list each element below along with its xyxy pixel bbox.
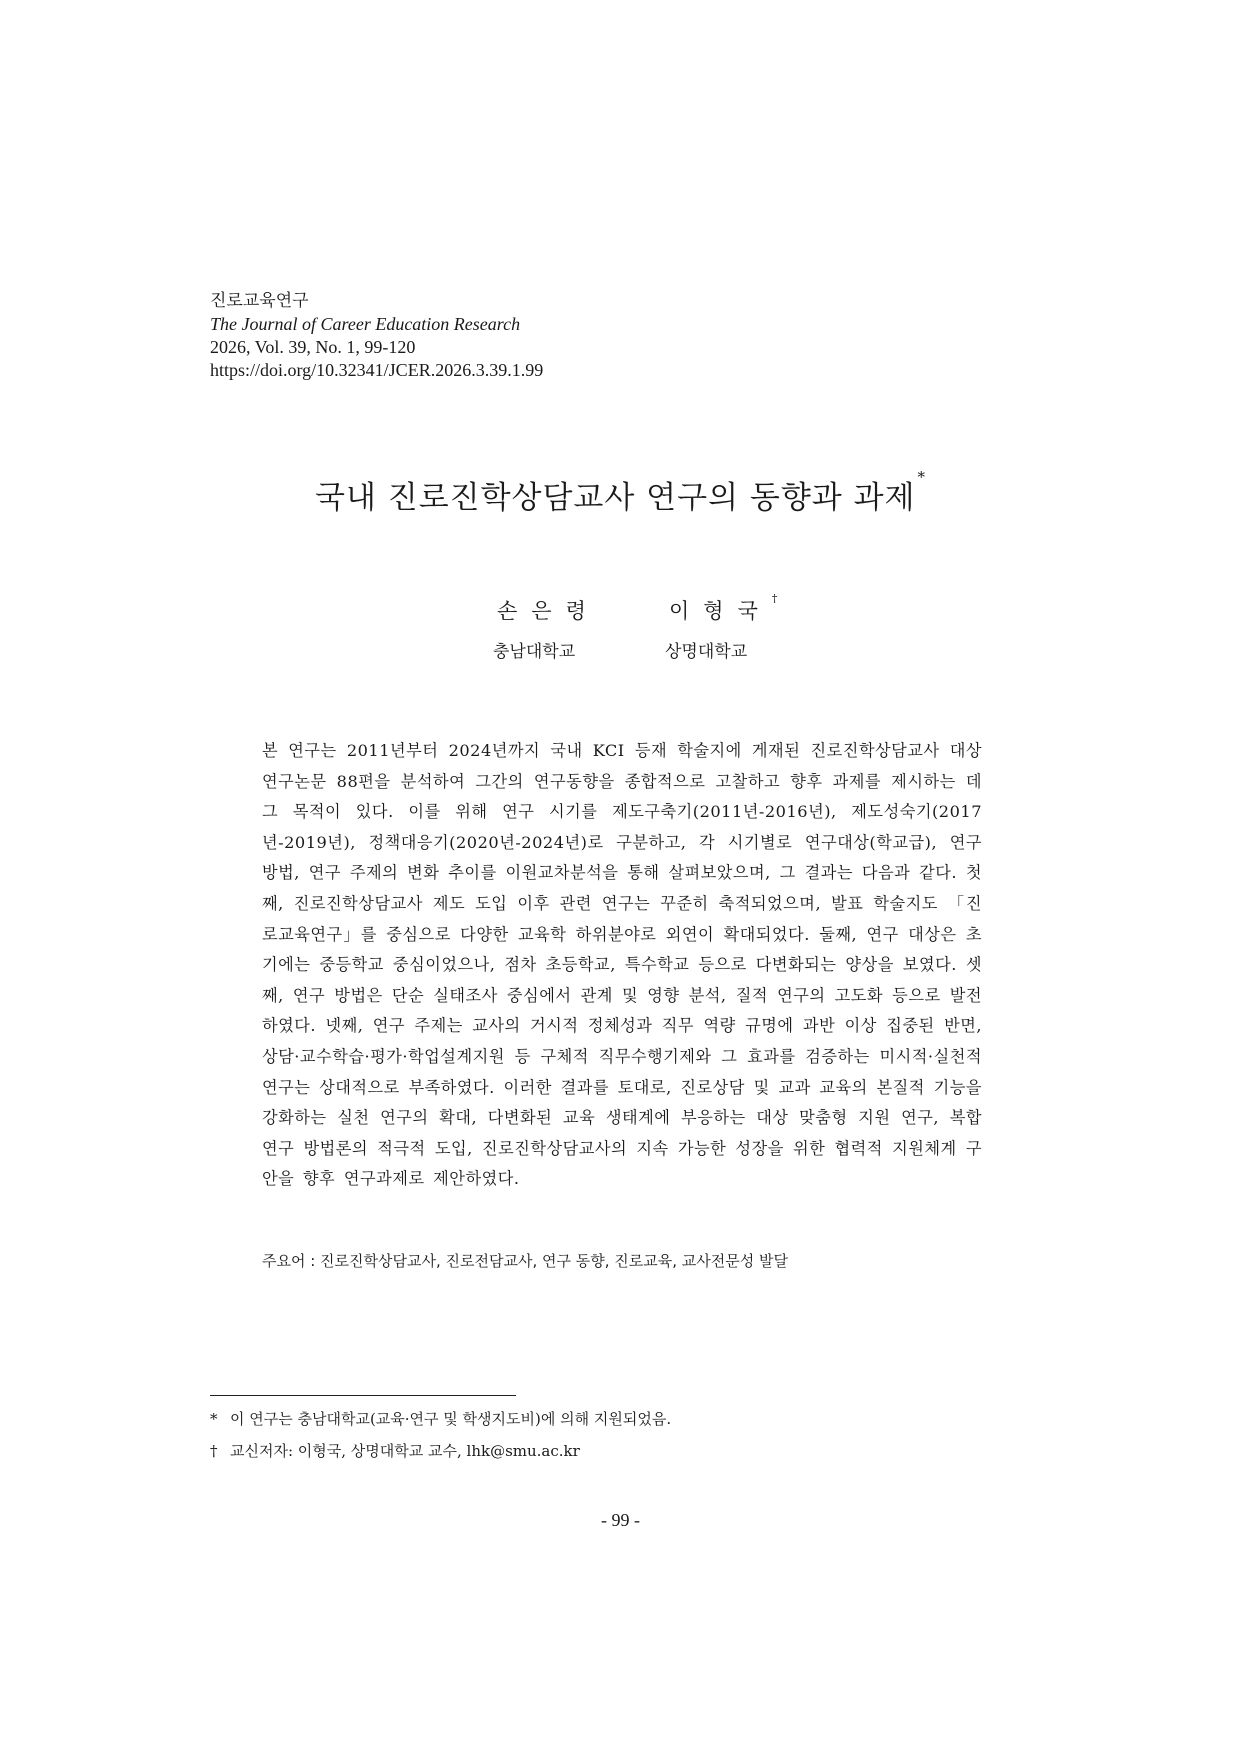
journal-name-en: The Journal of Career Education Research <box>210 314 521 334</box>
footnote-2-text: 교신저자: 이형국, 상명대학교 교수, lhk@smu.ac.kr <box>230 1442 580 1460</box>
journal-volume: 2026, Vol. 39, No. 1, 99-120 <box>210 337 416 357</box>
footnote-1-mark: * <box>210 1410 218 1428</box>
author-1-affiliation: 충남대학교 <box>493 642 576 662</box>
author-1-name: 손은령 <box>497 599 600 623</box>
footnote-divider <box>210 1395 516 1396</box>
paper-title <box>0 468 1241 517</box>
journal-name-ko: 진로교육연구 <box>210 291 309 311</box>
author-2-mark: † <box>771 592 778 605</box>
doi-link[interactable]: https://doi.org/10.32341/JCER.2026.3.39.1.99 <box>210 360 544 380</box>
page-number: - 99 - <box>601 1510 640 1530</box>
title-footnote-mark: * <box>917 468 926 486</box>
footnote-2-mark: † <box>210 1442 218 1460</box>
footnote-corresponding <box>210 1440 580 1461</box>
author-2-name: 이형국 <box>669 599 772 623</box>
keywords: 주요어 : 진로진학상담교사, 진로전담교사, 연구 동향, 진로교육, 교사전문성 발달 <box>262 1252 788 1270</box>
author-2 <box>669 592 778 625</box>
footnote-funding <box>210 1408 671 1429</box>
abstract: 본 연구는 2011년부터 2024년까지 국내 KCI 등재 학술지에 게재된 진로진학상담교사 대상 연구논문 88편을 분석하여 그간의 연구동향을 종합적으로 고찰하고 향후 과제를 제시하는 데 그 목적이 있다. 이를 위해 연구 시기를 제도구축기(2011년-2016년), 제도성숙기(2017년-2019년), 정책대응기(2020년-2024년)로 구분하고, 각 시기별로 연구대상(학교급), 연구 방법, 연구 주제의 변화 추이를 이원교차분석을 통해 살펴보았으며, 그 결과는 다음과 같다. 첫째, 진로진학상담교사 제도 도입 이후 관련 연구는 꾸준히 축적되었으며, 발표 학술지도 「진로교육연구」를 중심으로 다양한 교육학 하위분야로 외연이 확대되었다. 둘째, 연구 대상은 초기에는 중등학교 중심이었으나, 점차 초등학교, 특수학교 등으로 다변화되는 양상을 보였다. 셋째, 연구 방법은 단순 실태조사 중심에서 관계 및 영향 분석, 질적 연구의 고도화 등으로 발전하였다. 넷째, 연구 주제는 교사의 거시적 정체성과 직무 역량 규명에 과반 이상 집중된 반면, 상담·교수학습·평가·학업설계지원 등 구체적 직무수행기제와 그 효과를 검증하는 미시적·실천적 연구는 상대적으로 부족하였다. 이러한 결과를 토대로, 진로상담 및 교과 교육의 본질적 기능을 강화하는 실천 연구의 확대, 다변화된 교육 생태계에 부응하는 대상 맞춤형 지원 연구, 복합 연구 방법론의 적극적 도입, 진로진학상담교사의 지속 가능한 성장을 위한 협력적 지원체계 구안을 향후 연구과제로 제안하였다. <box>262 741 982 1189</box>
author-2-affiliation: 상명대학교 <box>665 642 748 662</box>
journal-header <box>210 290 543 382</box>
author-1 <box>497 595 600 625</box>
paper-title-text: 국내 진로진학상담교사 연구의 동향과 과제 <box>315 480 916 516</box>
footnote-1-text: 이 연구는 충남대학교(교육·연구 및 학생지도비)에 의해 지원되었음. <box>230 1410 672 1428</box>
